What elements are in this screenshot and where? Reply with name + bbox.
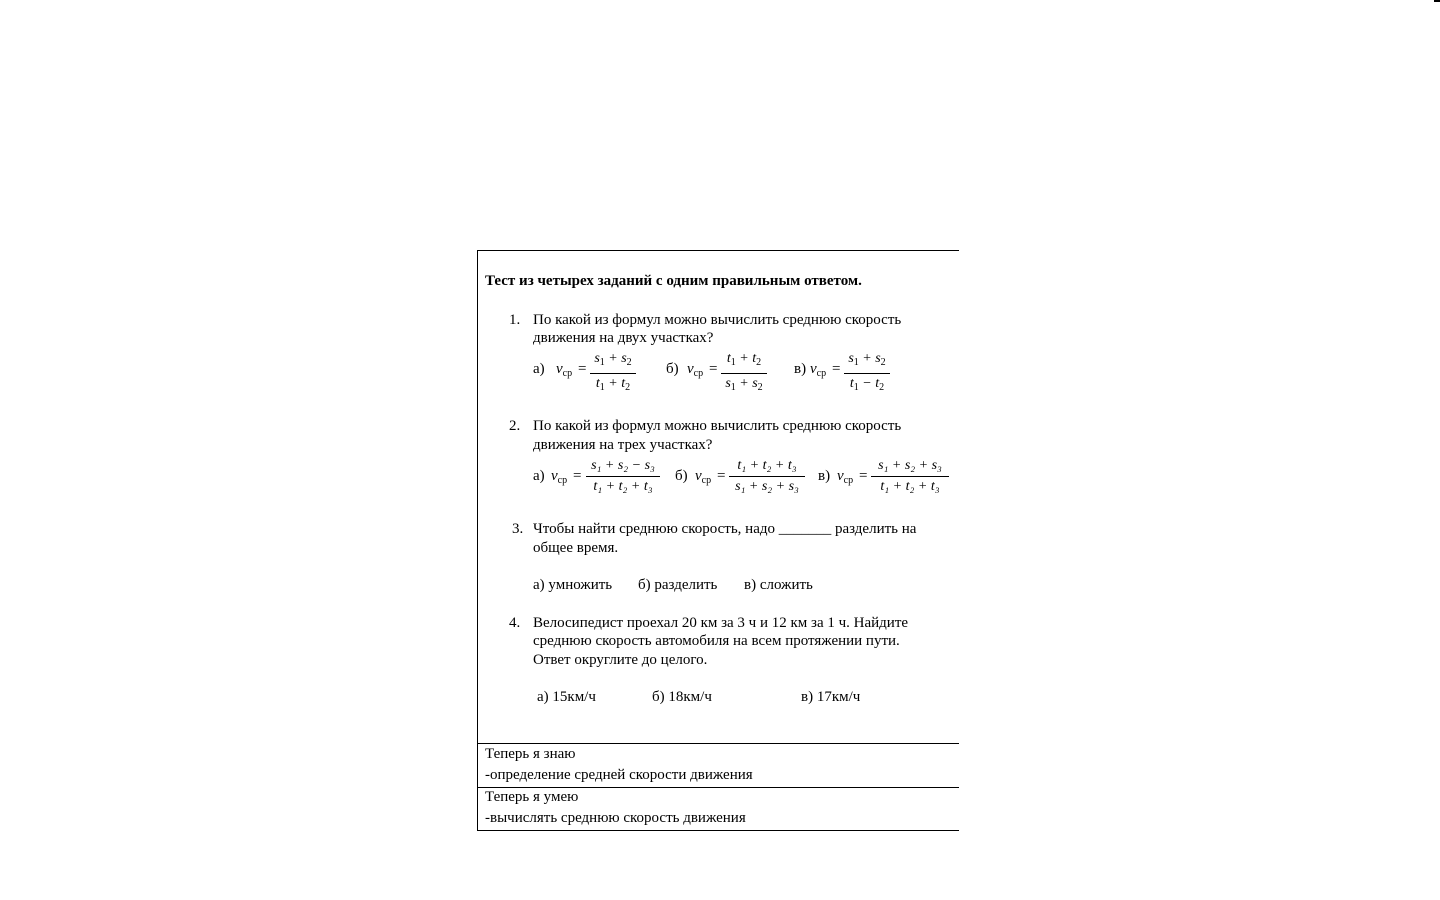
- q4-text-line1: Велосипедист проехал 20 км за 3 ч и 12 км за 1 ч. Найдите: [533, 615, 909, 631]
- q2-option-b-letter: б): [675, 468, 688, 484]
- q1-option-c-letter: в): [794, 361, 807, 377]
- q2-number: 2.: [509, 418, 521, 434]
- q4-number: 4.: [509, 615, 521, 631]
- q1-option-a-equals: =: [578, 361, 587, 377]
- q1-option-c-v: $v_{ср}$: [810, 361, 827, 379]
- q1-option-b-equals: =: [709, 361, 718, 377]
- q1-option-b-v: $v_{ср}$: [687, 361, 704, 379]
- know-heading: Теперь я знаю: [485, 746, 576, 762]
- q3-number: 3.: [512, 521, 524, 537]
- q2-option-b-equals: =: [717, 468, 726, 484]
- q1-text-line1: По какой из формул можно вычислить среднюю скорость: [533, 312, 902, 328]
- q1-option-a-letter: а): [533, 361, 545, 377]
- q1-option-c-fraction: $s_1 + s_2$ $t_1 - t_2$: [844, 350, 890, 397]
- q3-text-line1: Чтобы найти среднюю скорость, надо _______ разделить на: [533, 521, 917, 537]
- q1-option-b-letter: б): [666, 361, 679, 377]
- q2-option-b-fraction: t₁ + t₂ + t₃ s₁ + s₂ + s₃: [729, 457, 805, 496]
- q2-option-c-equals: =: [859, 468, 868, 484]
- q4-option-b: б) 18км/ч: [652, 689, 712, 705]
- q3-option-a: а) умножить: [533, 577, 613, 593]
- q4-option-c: в) 17км/ч: [801, 689, 861, 705]
- q3-text-line2: общее время.: [533, 540, 619, 556]
- q1-option-b-fraction: $t_1 + t_2$ $s_1 + s_2$: [721, 350, 767, 397]
- q1-option-a-fraction: $s_1 + s_2$ $t_1 + t_2$: [590, 350, 636, 397]
- q2-option-a-v: $v_{ср}$: [551, 468, 568, 486]
- q2-option-c-v: $v_{ср}$: [837, 468, 854, 486]
- q1-text-line2: движения на двух участках?: [533, 330, 714, 346]
- q4-option-a: а) 15км/ч: [537, 689, 596, 705]
- know-item: -определение средней скорости движения: [485, 767, 753, 783]
- q3-option-b: б) разделить: [638, 577, 718, 593]
- can-heading: Теперь я умею: [485, 789, 579, 805]
- divider-know: [477, 743, 959, 744]
- corner-mark: [1434, 0, 1440, 2]
- q2-option-c-letter: в): [818, 468, 831, 484]
- q2-option-a-equals: =: [573, 468, 582, 484]
- q1-option-a-v: $v_{ср}$: [556, 361, 573, 379]
- q4-text-line3: Ответ округлите до целого.: [533, 652, 708, 668]
- can-item: -вычислять среднюю скорость движения: [485, 810, 746, 826]
- q1-number: 1.: [509, 312, 521, 328]
- q2-option-c-fraction: s₁ + s₂ + s₃ t₁ + t₂ + t₃: [871, 457, 949, 496]
- q2-text-line2: движения на трех участках?: [533, 437, 713, 453]
- q3-option-c: в) сложить: [744, 577, 813, 593]
- q2-option-a-letter: а): [533, 468, 545, 484]
- q2-text-line1: По какой из формул можно вычислить среднюю скорость: [533, 418, 902, 434]
- q4-text-line2: среднюю скорость автомобиля на всем протяжении пути.: [533, 633, 900, 649]
- q1-option-c-equals: =: [832, 361, 841, 377]
- q2-option-b-v: $v_{ср}$: [695, 468, 712, 486]
- test-title: Тест из четырех заданий с одним правильным ответом.: [485, 273, 862, 289]
- q2-option-a-fraction: s₁ + s₂ − s₃ t₁ + t₂ + t₃: [586, 457, 660, 496]
